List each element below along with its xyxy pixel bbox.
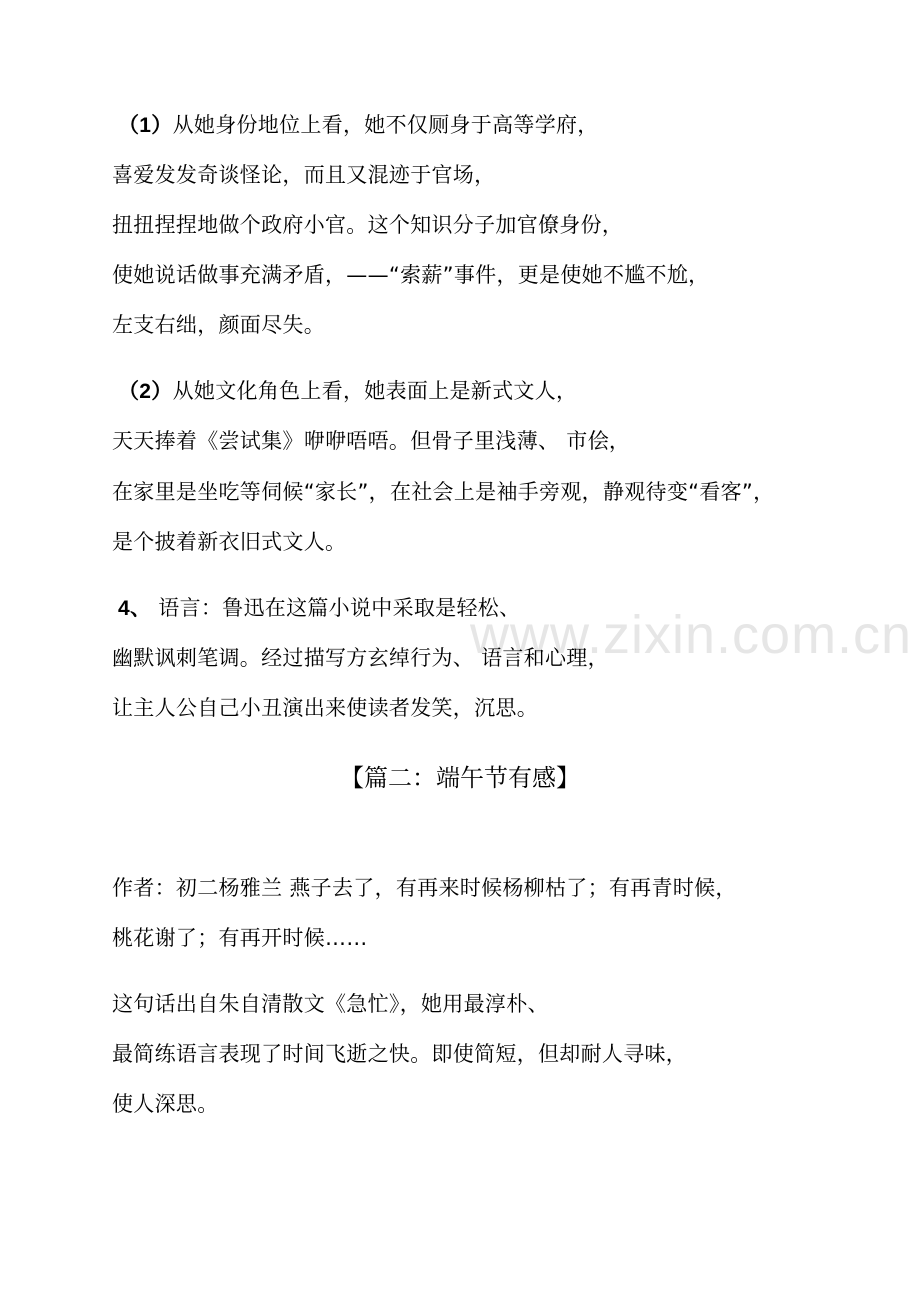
paragraph-item2-line1 xyxy=(118,378,577,405)
paragraph-item1-line4: 使她说话做事充满矛盾，——“索薪”事件，更是使她不尴不尬， xyxy=(112,263,710,287)
item2-number: （2） xyxy=(118,380,173,403)
paragraph-quote-line3: 使人深思。 xyxy=(112,1092,219,1116)
paragraph-author-line1: 作者：初二杨雅兰 燕子去了，有再来时候杨柳枯了；有再青时候， xyxy=(112,876,737,900)
item1-text: 从她身份地位上看，她不仅厕身于高等学府， xyxy=(172,113,599,137)
item4-text: 语言：鲁迅在这篇小说中采取是轻松、 xyxy=(158,596,521,620)
paragraph-author-line2: 桃花谢了；有再开时候…… xyxy=(112,926,368,950)
paragraph-item1-line2: 喜爱发发奇谈怪论，而且又混迹于官场， xyxy=(112,163,496,187)
watermark-text: www.zixin.com.cn xyxy=(470,605,913,665)
paragraph-item2-line3: 在家里是坐吃等伺候“家长”，在社会上是袖手旁观，静观待变“看客”， xyxy=(112,480,775,504)
paragraph-quote-line1: 这句话出自朱自清散文《急忙》，她用最淳朴、 xyxy=(112,992,549,1016)
paragraph-item1-line3: 扭扭捏捏地做个政府小官。这个知识分子加官僚身份， xyxy=(112,213,624,237)
paragraph-item1-line1 xyxy=(118,112,599,139)
paragraph-item1-line5: 左支右绌，颜面尽失。 xyxy=(112,313,325,337)
item2-text: 从她文化角色上看，她表面上是新式文人， xyxy=(172,379,578,403)
paragraph-item2-line4: 是个披着新衣旧式文人。 xyxy=(112,530,347,554)
paragraph-item2-line2: 天天捧着《尝试集》咿咿唔唔。但骨子里浅薄、 市侩， xyxy=(112,429,631,453)
item1-number: （1） xyxy=(118,114,173,137)
section-heading: 【篇二：端午节有感】 xyxy=(340,764,580,792)
paragraph-item4-line3: 让主人公自己小丑演出来使读者发笑，沉思。 xyxy=(112,696,538,720)
paragraph-item4-line1 xyxy=(118,595,520,622)
item4-number: 4、 xyxy=(118,597,152,620)
paragraph-quote-line2: 最简练语言表现了时间飞逝之快。即使简短，但却耐人寻味， xyxy=(112,1042,688,1066)
paragraph-item4-line2: 幽默讽刺笔调。经过描写方玄绰行为、 语言和心理， xyxy=(112,646,609,670)
